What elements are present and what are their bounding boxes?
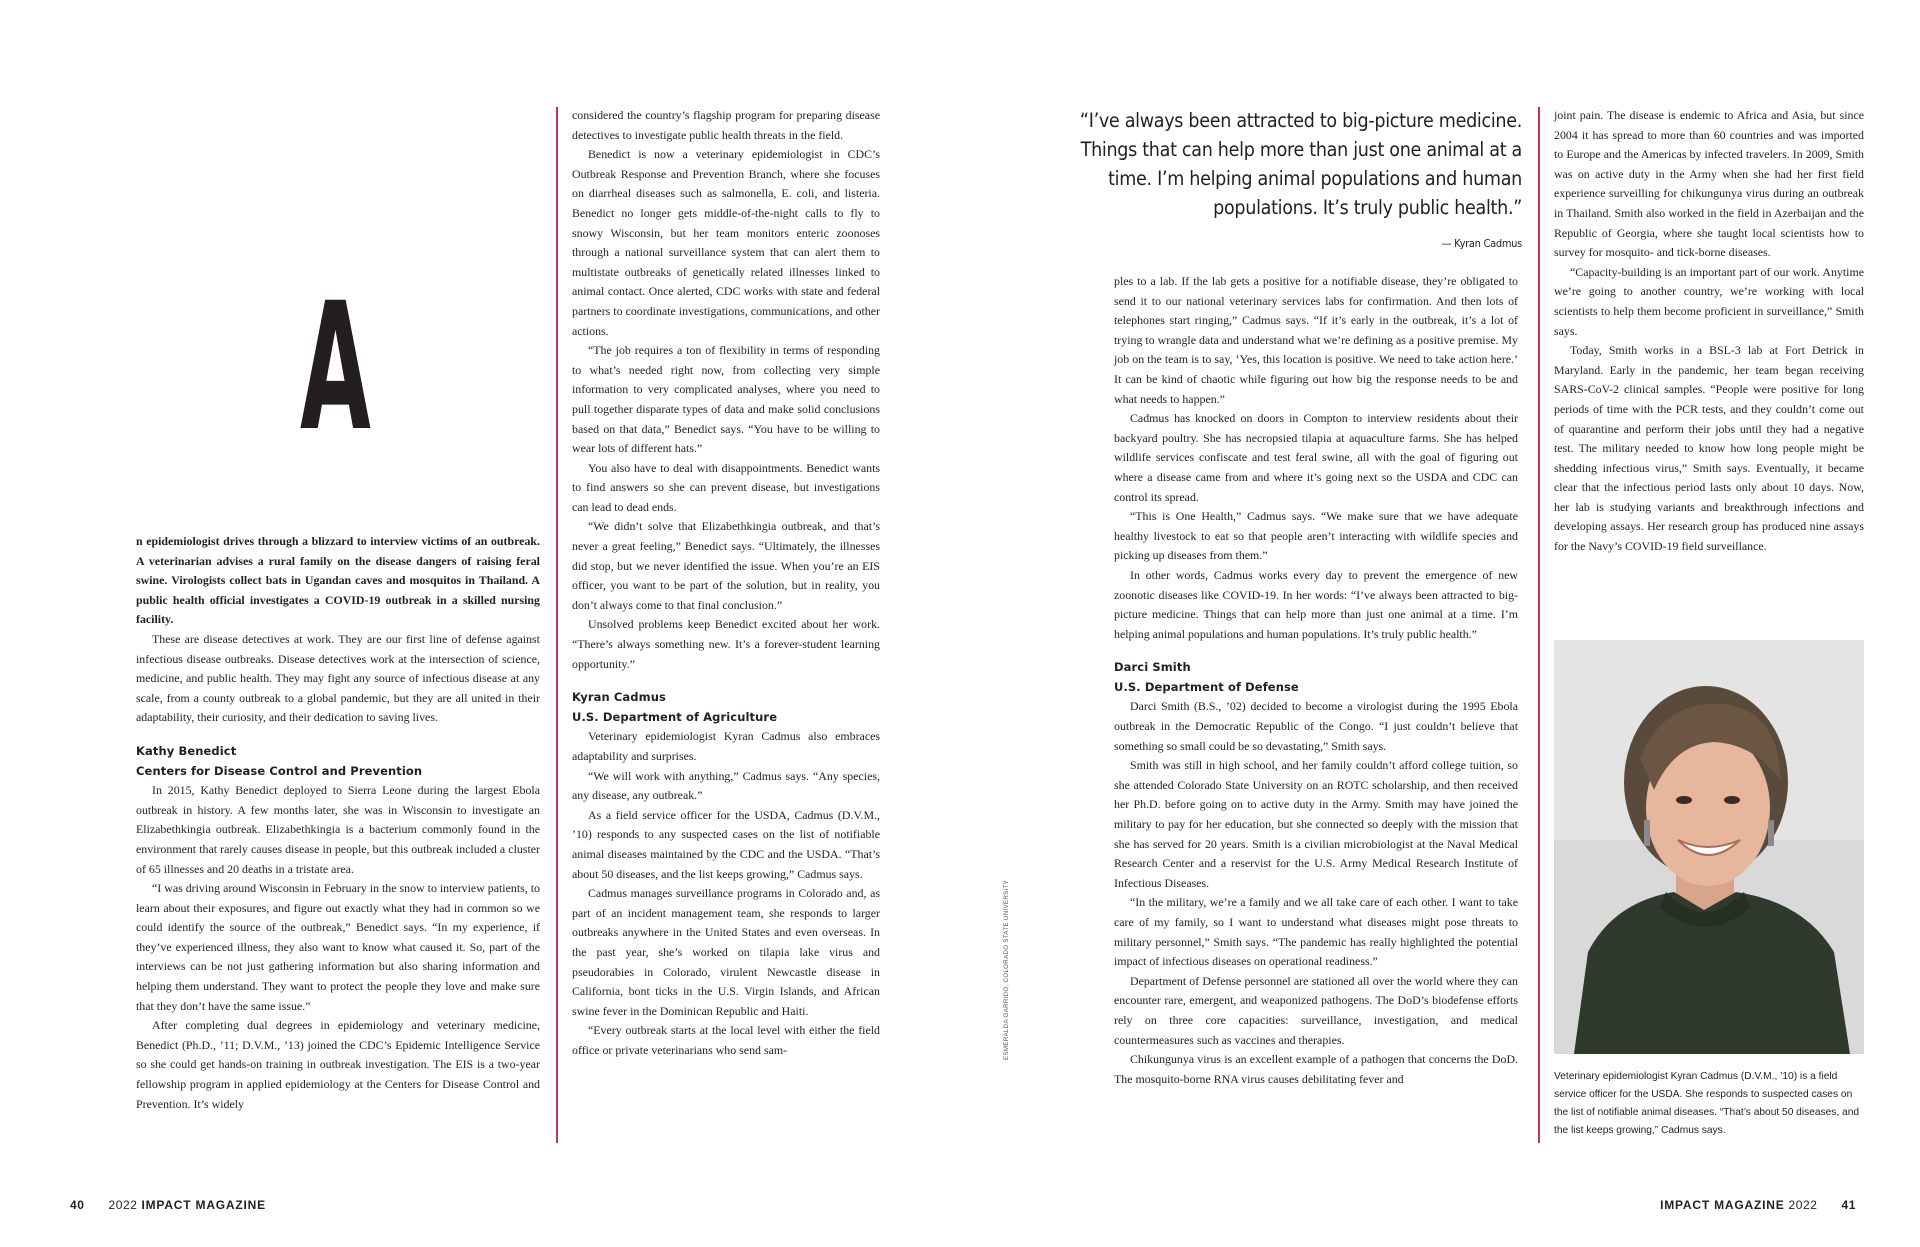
footer-year-right: 2022	[1788, 1198, 1818, 1212]
column-3	[1114, 272, 1518, 1089]
lead-paragraph: n epidemiologist drives through a blizzard to interview victims of an outbreak. A veterinarian advises a rural family on the disease dangers of raising feral swine. Virologists collect bats in Ugandan caves and mosquitos in Thailand. A public health official investigates a COVID-19 outbreak in a skilled nursing facility.	[136, 534, 540, 627]
page-number-left: 40	[70, 1198, 85, 1212]
paragraph: Unsolved problems keep Benedict excited about her work. “There’s always something new. It’s a forever-student learning opportunity.”	[572, 617, 880, 671]
column-1	[136, 532, 540, 1114]
paragraph: As a field service officer for the USDA, Cadmus (D.V.M., ’10) responds to any suspected cases on the list of notifiable animal diseases maintained by the CDC and the USDA. “That’s about 50 diseases, and the list keeps growing,” Cadmus says.	[572, 807, 880, 881]
subject-org-cdc: Centers for Disease Control and Prevention	[136, 763, 423, 778]
paragraph: Benedict is now a veterinary epidemiologist in CDC’s Outbreak Response and Prevention Branch, where she focuses on diarrheal diseases such as salmonella, E. coli, and listeria. Benedict no longer gets middle-of-the-night calls to fly to snowy Wisconsin, but her team monitors enteric zoonoses through a national surveillance system that can alert them to multistate outbreaks of genetically related illnesses linked to animal contact. Once alerted, CDC works with state and federal partners to coordinate investigations, communications, and other actions.	[572, 147, 880, 338]
paragraph: Cadmus manages surveillance programs in Colorado and, as part of an incident management team, she responds to larger outbreaks anywhere in the United States and even overseas. In the past year, she’s worked on tilapia lake virus and pseudorabies in Colorado, virulent Newcastle disease in California, bont ticks in the U.S. Virgin Islands, and African swine fever in the Dominican Republic and Haiti.	[572, 886, 880, 1018]
pull-quote-text: “I’ve always been attracted to big-picture medicine. Things that can help more than just one animal at a time. I’m helping animal populations and human populations. It’s truly public health.”	[1079, 109, 1522, 219]
footer-left	[70, 1198, 266, 1212]
paragraph: “We didn’t solve that Elizabethkingia outbreak, and that’s never a great feeling,” Benedict says. “Ultimately, the illnesses did stop, but we never identified the issue. When you’re an EIS officer, you want to be part of the solution, but in reality, you don’t always come to that final conclusion.”	[572, 519, 880, 612]
paragraph: joint pain. The disease is endemic to Africa and Asia, but since 2004 it has spread to more than 60 countries and was imported to Europe and the Americas by infected travelers. In 2009, Smith was on active duty in the Army when she had her first field experience surveilling for chikungunya virus during an outbreak in Thailand. Smith also worked in the field in Azerbaijan and the Republic of Georgia, where she taught local scientists how to survey for mosquito- and tick-borne diseases.	[1554, 108, 1864, 260]
paragraph: ples to a lab. If the lab gets a positive for a notifiable disease, they’re obligated to send it to our national veterinary services labs for confirmation. And then lots of telephones start ringing,” Cadmus says. “If it’s early in the outbreak, it’s a lot of trying to wrangle data and understand what we’re defining as a positive premise. My job on the team is to say, ‘Yes, this location is positive. We need to take action here.’ It can be kind of chaotic while figuring out how big the response needs to be and what needs to happen.”	[1114, 274, 1518, 406]
paragraph: Darci Smith (B.S., ’02) decided to become a virologist during the 1995 Ebola outbreak in the Democratic Republic of the Congo. “I just couldn’t believe that something so small could be so devastating,” Smith says.	[1114, 699, 1518, 753]
paragraph: You also have to deal with disappointments. Benedict wants to find answers so she can prevent disease, but investigations can lead to dead ends.	[572, 460, 880, 514]
column-divider	[556, 107, 558, 1143]
portrait-illustration	[1554, 640, 1864, 1054]
paragraph: Chikungunya virus is an excellent example of a pathogen that concerns the DoD. The mosquito-borne RNA virus causes debilitating fever and	[1114, 1052, 1518, 1086]
paragraph: These are disease detectives at work. They are our first line of defense against infectious disease outbreaks. Disease detectives work at the intersection of science, medicine, and public health. They may fight any source of infectious disease at any scale, from a county outbreak to a global pandemic, but they are all united in their adaptability, their curiosity, and their dedication to saving lives.	[136, 631, 540, 725]
photo-credit: ESMERALDA GARRIDO, COLORADO STATE UNIVERSITY	[1003, 879, 1010, 1060]
paragraph: “Capacity-building is an important part of our work. Anytime we’re going to another country, we’re working with local scientists to help them become proficient in surveillance,” Smith says.	[1554, 264, 1864, 338]
footer-magazine-left: IMPACT MAGAZINE	[141, 1198, 266, 1212]
paragraph: “Every outbreak starts at the local level with either the field office or private veterinarians who send sam-	[572, 1023, 880, 1057]
subject-name-benedict: Kathy Benedict	[136, 743, 237, 758]
paragraph: “I was driving around Wisconsin in February in the snow to interview patients, to learn about their exposures, and figure out exactly what they had in common so we could identify the source of the outbreak,” Benedict says. “In my experience, if they’ve experienced illness, they also want to know what caused it. So, part of the interviews can be not just gathering information but also sharing information and helping them understand. They want to protect the people they love and make sure that they don’t have the same issue.”	[136, 881, 540, 1013]
paragraph: Cadmus has knocked on doors in Compton to interview residents about their backyard poultry. She has necropsied tilapia at aquaculture farms. She has helped wildlife services confiscate and test feral swine, all with the goal of figuring out where a disease came from and where it’s going next so the USDA and CDC can control its spread.	[1114, 411, 1518, 504]
paragraph: In other words, Cadmus works every day to prevent the emergence of new zoonotic diseases like COVID-19. In her words: “I’ve always been attracted to big-picture medicine. Things that can help more than just one animal at a time. I’m helping animal populations and human populations. It’s truly public health.”	[1114, 567, 1518, 641]
footer-magazine-right: IMPACT MAGAZINE	[1660, 1198, 1785, 1212]
paragraph: considered the country’s flagship program for preparing disease detectives to investigate public health threats in the field.	[572, 108, 880, 142]
subject-org-usda: U.S. Department of Agriculture	[572, 709, 778, 724]
paragraph: “The job requires a ton of flexibility in terms of responding to what’s needed right now, from collecting very simple information to very complicated analyses, where you need to pull together disparate types of data and make solid conclusions based on that data,” Benedict says. “You have to be willing to wear lots of different hats.”	[572, 343, 880, 456]
paragraph: “This is One Health,” Cadmus says. “We make sure that we have adequate healthy livestock to eat so that people aren’t interacting with wildlife species and picking up diseases from them.”	[1114, 509, 1518, 563]
paragraph: “We will work with anything,” Cadmus says. “Any species, any disease, any outbreak.”	[572, 768, 880, 803]
footer-year-left: 2022	[108, 1198, 138, 1212]
paragraph: Department of Defense personnel are stationed all over the world where they can encounter rare, emergent, and weaponized pathogens. The DoD’s biodefense efforts rely on three core capacities: surveillance, investigation, and medical countermeasures such as vaccines and therapies.	[1114, 973, 1518, 1047]
paragraph: After completing dual degrees in epidemiology and veterinary medicine, Benedict (Ph.D., ’11; D.V.M., ’13) joined the CDC’s Epidemic Intelligence Service so she could get hands-on training in outbreak investigation. The EIS is a two-year fellowship program in applied epidemiology at the Centers for Disease Control and Prevention. It’s widely	[136, 1018, 540, 1111]
page-number-right: 41	[1841, 1198, 1856, 1212]
drop-cap: A	[300, 265, 371, 470]
subject-org-dod: U.S. Department of Defense	[1114, 679, 1299, 694]
pull-quote	[1062, 106, 1522, 252]
paragraph: Today, Smith works in a BSL-3 lab at Fort Detrick in Maryland. Early in the pandemic, her team began receiving SARS-CoV-2 clinical samples. “People were positive for long periods of time with the PCR tests, and they couldn’t come out of quarantine and perform their jobs until they had a negative test. The military needed to know how long people might be shedding infectious virus,” Smith says. Eventually, it became clear that the infectious period lasts only about 10 days. Now, her lab is studying variants and breakthrough infections and developing assays. Her research group has produced nine assays for the Navy’s COVID-19 field surveillance.	[1554, 343, 1864, 554]
portrait-photo	[1554, 640, 1864, 1054]
column-divider	[1538, 107, 1540, 1143]
paragraph: Smith was still in high school, and her family couldn’t afford college tuition, so she attended Colorado State University on an ROTC scholarship, and then received her Ph.D. before going on to active duty in the Army. Smith may have joined the military to pay for her education, but she connected so deeply with the mission that she has served for 20 years. Smith is a civilian microbiologist at the Naval Medical Research Center and a reservist for the U.S. Army Medical Research Institute of Infectious Diseases.	[1114, 758, 1518, 890]
subject-name-smith: Darci Smith	[1114, 660, 1191, 675]
paragraph: In 2015, Kathy Benedict deployed to Sierra Leone during the largest Ebola outbreak in history. A few months later, she was in Wisconsin to investigate an Elizabethkingia outbreak. Elizabethkingia is a bacterium commonly found in the environment that rarely causes disease in people, but this outbreak included a cluster of 65 illnesses and 20 deaths in a tristate area.	[136, 783, 540, 876]
column-2	[572, 106, 880, 1061]
paragraph: Veterinary epidemiologist Kyran Cadmus also embraces adaptability and surprises.	[572, 729, 880, 763]
photo-caption: Veterinary epidemiologist Kyran Cadmus (D.V.M., ’10) is a field service officer for the USDA. She responds to suspected cases on the list of notifiable animal diseases. “That’s about 50 diseases, and the list keeps growing,” Cadmus says.	[1554, 1071, 1860, 1136]
paragraph: “In the military, we’re a family and we all take care of each other. I want to take care of my family, so I want to understand what diseases might pose threats to military personnel,” Smith says. “The pandemic has really highlighted the potential impact of infectious diseases on operational readiness.”	[1114, 895, 1518, 969]
subject-name-cadmus: Kyran Cadmus	[572, 690, 666, 705]
column-4	[1554, 106, 1864, 557]
footer-right	[1660, 1198, 1856, 1212]
pull-quote-attribution: — Kyran Cadmus	[1441, 237, 1522, 250]
